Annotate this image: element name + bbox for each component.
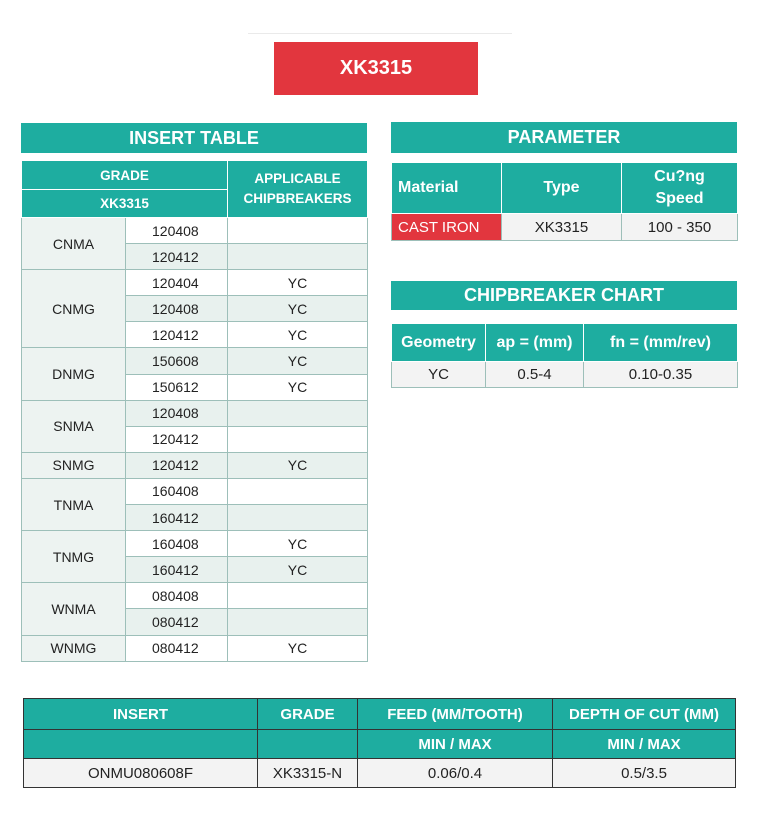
chipbreaker-value: YC [228, 296, 368, 322]
insert-row [22, 400, 368, 426]
parameter-heading: PARAMETER [391, 122, 737, 153]
material-value: CAST IRON [392, 214, 502, 241]
insert-code: 120408 [126, 400, 228, 426]
chipbreaker-value: YC [228, 270, 368, 296]
type-value: XK3315 [502, 214, 622, 241]
fn-header: fn = (mm/rev) [584, 324, 738, 362]
insert-code: 080412 [126, 635, 228, 661]
insert-row [22, 635, 368, 661]
feed-value: 0.06/0.4 [358, 759, 553, 788]
grade-col-value: XK3315-N [258, 759, 358, 788]
depth-of-cut-header: DEPTH OF CUT (MM) [553, 699, 736, 730]
insert-code: 080408 [126, 583, 228, 609]
insert-row [22, 452, 368, 478]
feed-min-max: MIN / MAX [358, 730, 553, 759]
chipbreaker-value [228, 244, 368, 270]
insert-code: 120408 [126, 296, 228, 322]
insert-code: 120412 [126, 452, 228, 478]
chipbreaker-value: YC [228, 531, 368, 557]
geometry-value: YC [392, 362, 486, 388]
page-title: XK3315 [274, 42, 478, 95]
insert-code: 120412 [126, 322, 228, 348]
insert-row [22, 348, 368, 374]
parameter-table [391, 162, 738, 241]
chipbreaker-value: YC [228, 348, 368, 374]
grade-subheader [258, 730, 358, 759]
chipbreaker-value: YC [228, 374, 368, 400]
material-header: Material [392, 163, 502, 214]
chipbreakers-header: APPLICABLE CHIPBREAKERS [228, 161, 368, 218]
depth-min-max: MIN / MAX [553, 730, 736, 759]
insert-table [21, 160, 368, 662]
chipbreaker-value: YC [228, 322, 368, 348]
chipbreaker-value [228, 426, 368, 452]
depth-of-cut-value: 0.5/3.5 [553, 759, 736, 788]
insert-code: 150608 [126, 348, 228, 374]
chipbreaker-value [228, 609, 368, 635]
insert-code: 120404 [126, 270, 228, 296]
insert-row [22, 478, 368, 504]
insert-row [22, 270, 368, 296]
geometry-header: Geometry [392, 324, 486, 362]
chipbreaker-chart-table [391, 323, 738, 388]
insert-subheader [24, 730, 258, 759]
chipbreaker-value [228, 583, 368, 609]
chipbreaker-value [228, 218, 368, 244]
fn-value: 0.10-0.35 [584, 362, 738, 388]
cutting-speed-value: 100 - 350 [622, 214, 738, 241]
chipbreaker-value [228, 478, 368, 504]
milling-insert-table [23, 698, 736, 788]
grade-header: GRADE [22, 161, 228, 190]
insert-code: 120412 [126, 426, 228, 452]
insert-shape: WNMA [22, 583, 126, 635]
chipbreaker-value: YC [228, 557, 368, 583]
insert-code: 080412 [126, 609, 228, 635]
top-rule [248, 33, 512, 34]
ap-header: ap = (mm) [486, 324, 584, 362]
chipbreaker-value [228, 400, 368, 426]
insert-shape: TNMG [22, 531, 126, 583]
insert-header: INSERT [24, 699, 258, 730]
insert-row [22, 531, 368, 557]
ap-value: 0.5-4 [486, 362, 584, 388]
insert-shape: CNMA [22, 218, 126, 270]
type-header: Type [502, 163, 622, 214]
insert-shape: DNMG [22, 348, 126, 400]
insert-table-heading: INSERT TABLE [21, 123, 367, 153]
chipbreaker-chart-heading: CHIPBREAKER CHART [391, 281, 737, 310]
insert-code: 160412 [126, 505, 228, 531]
chipbreaker-value: YC [228, 635, 368, 661]
insert-code: 150612 [126, 374, 228, 400]
insert-code: 120408 [126, 218, 228, 244]
insert-row [22, 218, 368, 244]
grade-col-header: GRADE [258, 699, 358, 730]
insert-code: 160412 [126, 557, 228, 583]
insert-value: ONMU080608F [24, 759, 258, 788]
feed-header: FEED (MM/TOOTH) [358, 699, 553, 730]
insert-code: 120412 [126, 244, 228, 270]
insert-row [22, 583, 368, 609]
insert-shape: SNMG [22, 452, 126, 478]
chipbreaker-value [228, 505, 368, 531]
insert-code: 160408 [126, 478, 228, 504]
grade-value: XK3315 [22, 190, 228, 218]
insert-shape: WNMG [22, 635, 126, 661]
insert-shape: SNMA [22, 400, 126, 452]
insert-code: 160408 [126, 531, 228, 557]
insert-shape: CNMG [22, 270, 126, 348]
chipbreaker-value: YC [228, 452, 368, 478]
cutting-speed-header: Cu?ng Speed [622, 163, 738, 214]
insert-shape: TNMA [22, 478, 126, 530]
